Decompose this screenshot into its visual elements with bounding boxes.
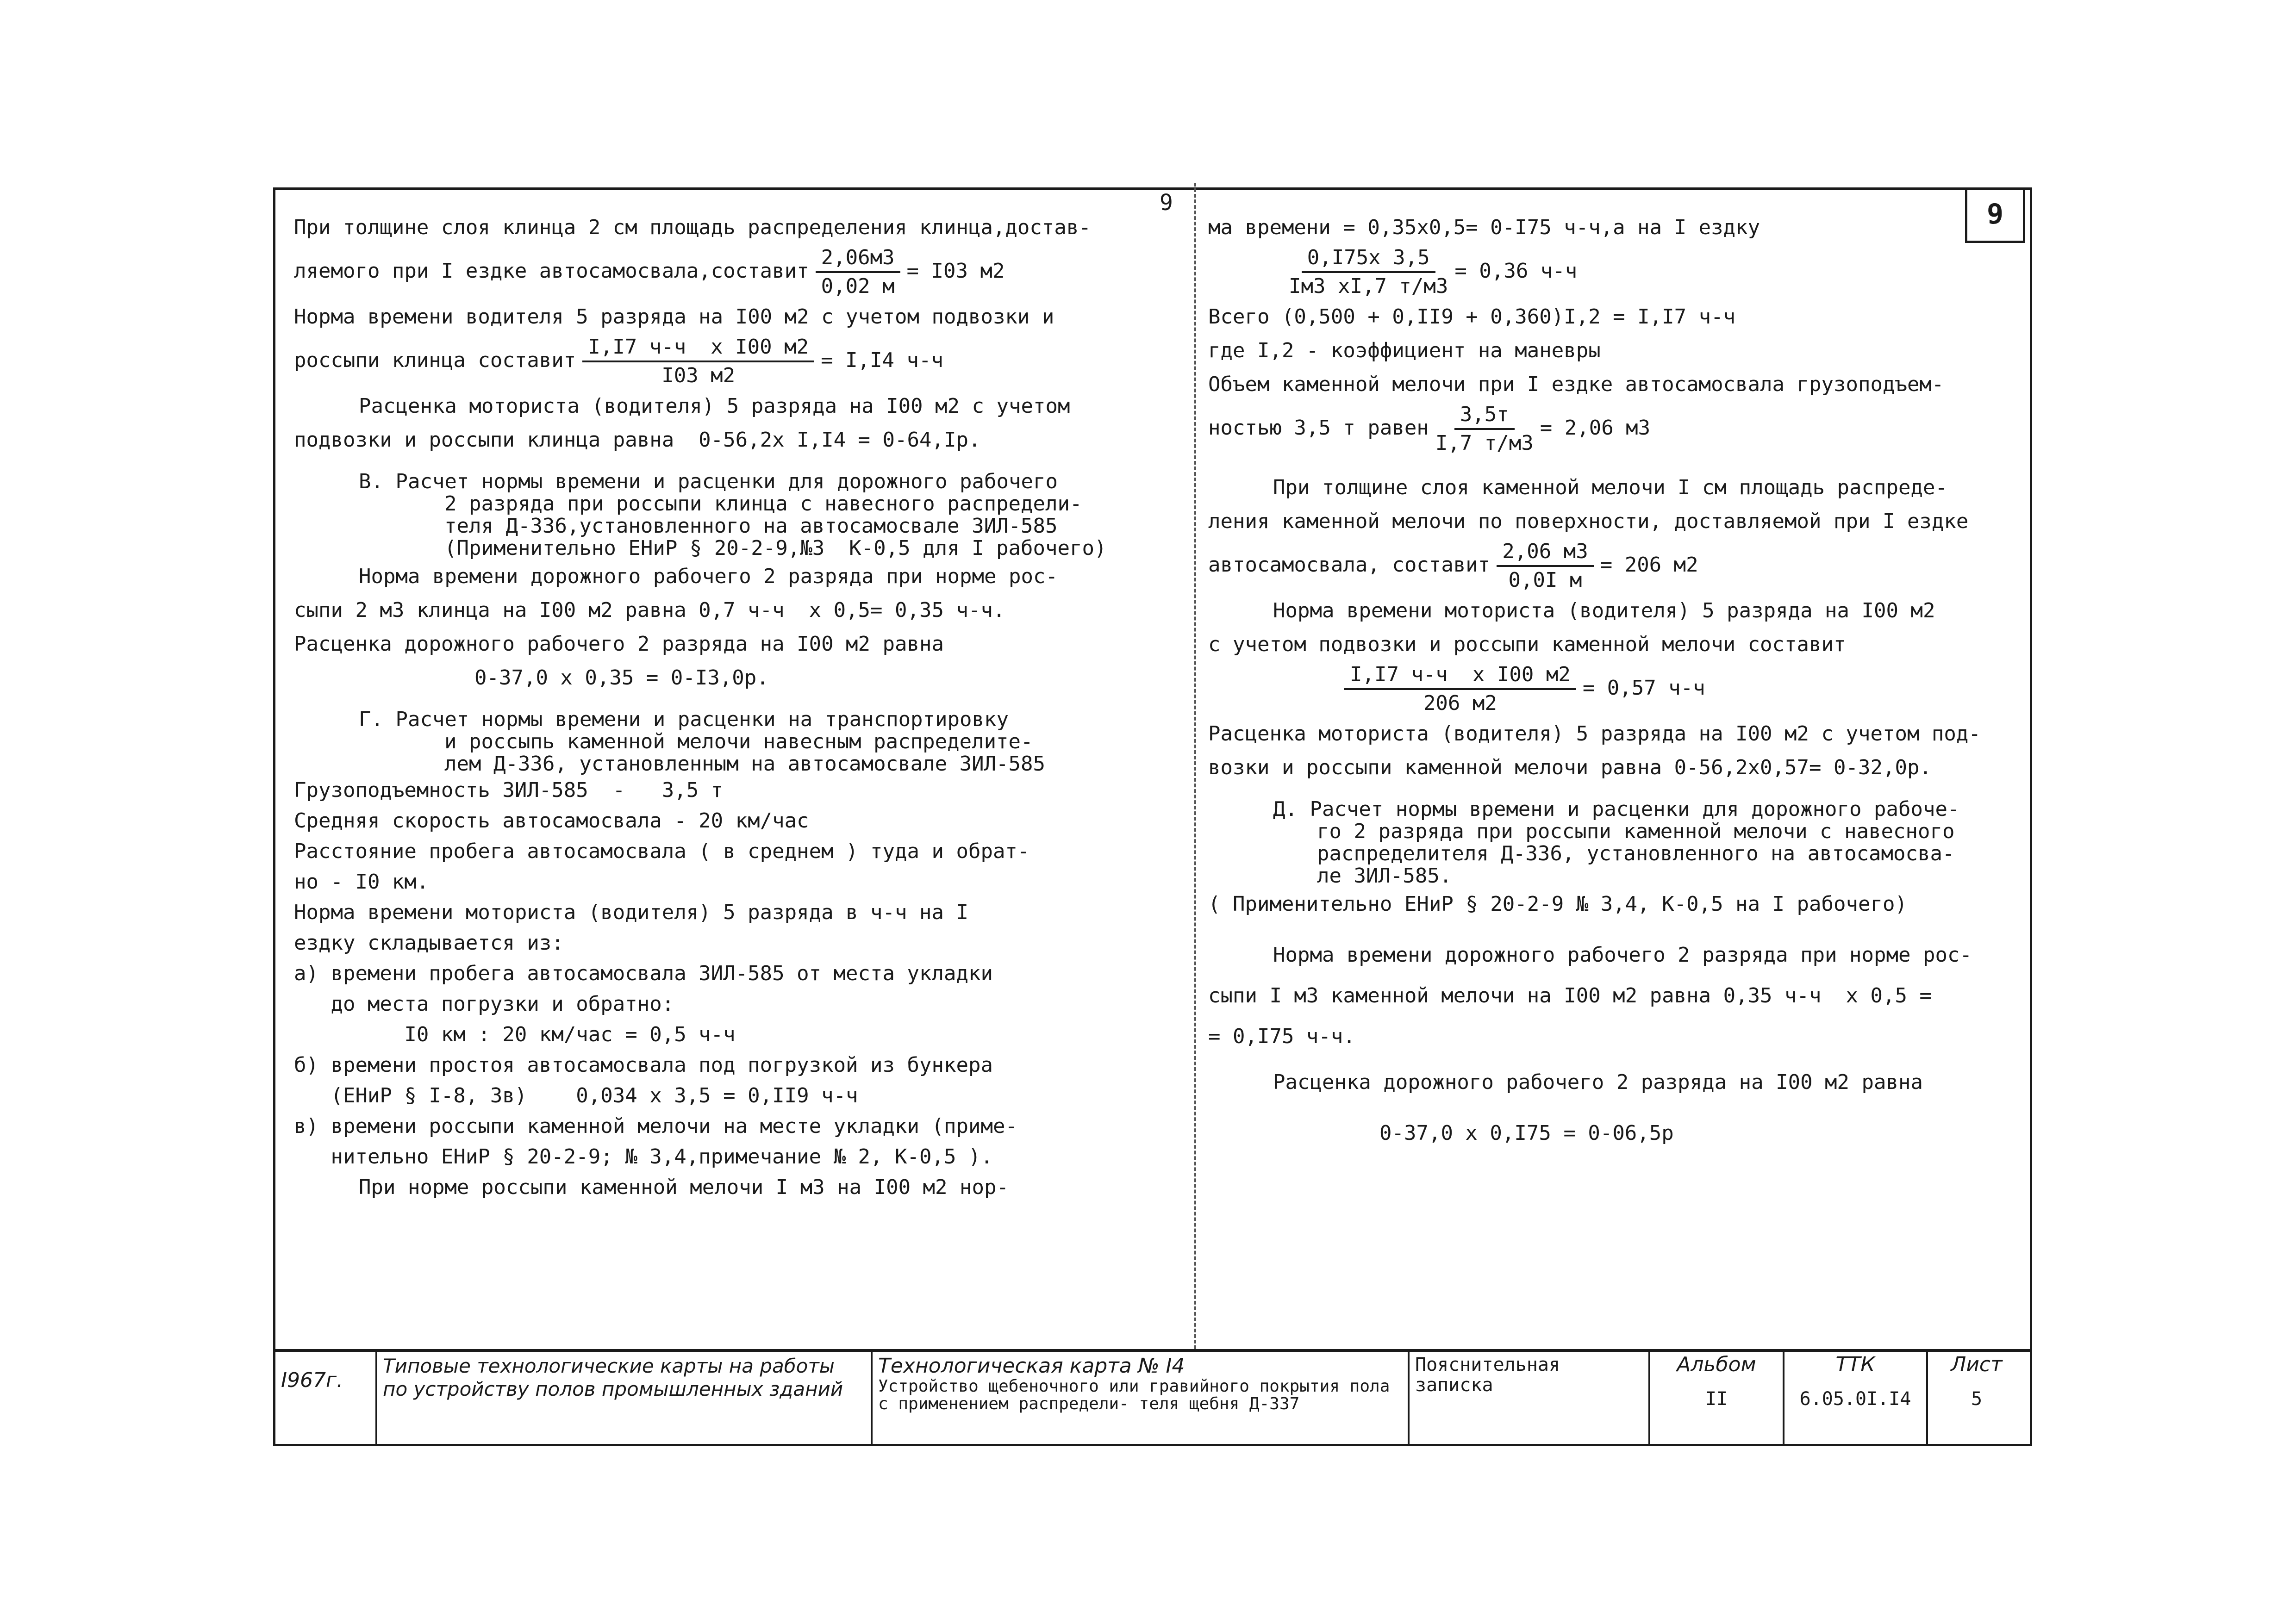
text-line: 0-37,0 х 0,I75 = 0-06,5р xyxy=(1379,1121,1674,1145)
stamp-ttk: ТТК 6.05.0I.I4 xyxy=(1784,1352,1928,1444)
text-line: Норма времени моториста (водителя) 5 разряда в ч-ч на I xyxy=(294,901,968,924)
left-column xyxy=(294,211,1173,1203)
text-line: Расценка дорожного рабочего 2 разряда на I00 м2 равна xyxy=(294,632,944,656)
text-line: Грузоподъемность ЗИЛ-585 - 3,5 т xyxy=(294,778,724,802)
section-heading-d: Д. Расчет нормы времени и расценки для дорожного рабоче- xyxy=(1273,797,1960,821)
text-line: подвозки и россыпи клинца равна 0-56,2х I,I4 = 0-64,Iр. xyxy=(294,428,981,452)
fraction: $\frac{2,06м3}{0,02 м}$ xyxy=(816,244,900,300)
text-line: сыпи 2 м3 клинца на I00 м2 равна 0,7 ч-ч х 0,5= 0,35 ч-ч. xyxy=(294,598,1005,622)
section-heading-d: го 2 разряда при россыпи каменной мелочи с навесного xyxy=(1317,820,1955,843)
text-line: Расценка моториста (водителя) 5 разряда на I00 м2 с учетом под- xyxy=(1208,722,1981,746)
text-line: но - I0 км. xyxy=(294,870,429,894)
text-line: ездку складывается из: xyxy=(294,931,564,955)
section-heading-v: теля Д-336,установленного на автосамосвале ЗИЛ-585 xyxy=(444,514,1058,538)
formula-line: ностью 3,5 т равен $\frac{3,5т}{I,7 т/м3}$ = 2,06 м3 xyxy=(1208,401,2023,457)
section-heading-d: распределителя Д-336, установленного на автосамосва- xyxy=(1317,842,1955,865)
stamp-doc-type: Пояснительная записка xyxy=(1410,1352,1650,1444)
text-line: Норма времени дорожного рабочего 2 разряда при норме рос- xyxy=(1273,943,1972,967)
list-item-b: (ЕНиР § I-8, 3в) 0,034 х 3,5 = 0,II9 ч-ч xyxy=(294,1084,858,1107)
section-heading-g: и россыпь каменной мелочи навесным распределите- xyxy=(444,730,1033,753)
section-heading-v: (Применительно ЕНиР § 20-2-9,№3 К-0,5 для I рабочего) xyxy=(444,536,1107,560)
text-line: Расстояние пробега автосамосвала ( в среднем ) туда и обрат- xyxy=(294,839,1030,863)
list-item-a: до места погрузки и обратно: xyxy=(294,992,674,1016)
stamp-year: I967г. xyxy=(275,1352,377,1444)
formula-line: ляемого при I ездке автосамосвала,составит $\frac{2,06м3}{0,02 м}$ = I03 м2 xyxy=(294,244,1173,300)
section-heading-v: 2 разряда при россыпи клинца с навесного распредели- xyxy=(444,492,1082,516)
section-heading-g: лем Д-336, установленным на автосамосвале ЗИЛ-585 xyxy=(444,752,1046,776)
list-item-c: в) времени россыпи каменной мелочи на месте укладки (приме- xyxy=(294,1114,1017,1138)
text-line: Расценка моториста (водителя) 5 разряда на I00 м2 с учетом xyxy=(359,394,1070,418)
list-item-c: нительно ЕНиР § 20-2-9; № 3,4,примечание № 2, К-0,5 ). xyxy=(294,1145,993,1169)
text-line: где I,2 - коэффициент на маневры xyxy=(1208,339,1601,362)
text-line: = 0,I75 ч-ч. xyxy=(1208,1025,1355,1048)
text-line: Норма времени моториста (водителя) 5 разряда на I00 м2 xyxy=(1273,599,1935,622)
stamp-card: Технологическая карта № I4 Устройство щебеночного или гравийного покрытия пола с применением распредели- теля щебня Д-337 xyxy=(873,1352,1410,1444)
fraction: $\frac{2,06 м3}{\text{0,0I м}}$ xyxy=(1497,538,1593,594)
text-line: Норма времени дорожного рабочего 2 разряда при норме рос- xyxy=(359,565,1058,588)
formula-line: автосамосвала, составит $\frac{2,06 м3}{\text{0,0I м}}$ = 206 м2 xyxy=(1208,538,2023,594)
text-line: сыпи I м3 каменной мелочи на I00 м2 равна 0,35 ч-ч х 0,5 = xyxy=(1208,984,1932,1007)
text-line: При толщине слоя каменной мелочи I см площадь распреде- xyxy=(1273,476,1947,499)
formula-line: россыпи клинца составит $\frac{\text{I,I7 ч-ч х I00 м2}}{I03 м2}$ = I,I4 ч-ч xyxy=(294,334,1173,389)
fraction: $\frac{0,I75х 3,5}{Iм3 хI,7 т/м3}$ xyxy=(1289,244,1448,300)
text-line: возки и россыпи каменной мелочи равна 0-56,2х0,57= 0-32,0р. xyxy=(1208,756,1932,779)
text-line: 0-37,0 х 0,35 = 0-I3,0р. xyxy=(474,666,769,690)
list-item-a: I0 км : 20 км/час = 0,5 ч-ч xyxy=(294,1023,736,1046)
sheet-mark: 9 xyxy=(1965,187,2025,243)
fraction: $\frac{3,5т}{I,7 т/м3}$ xyxy=(1435,401,1534,457)
column-divider xyxy=(1194,183,1196,1349)
text-line: ( Применительно ЕНиР § 20-2-9 № 3,4, К-0,5 на I рабочего) xyxy=(1208,892,1907,916)
stamp-sheet: Лист 5 xyxy=(1951,1353,2003,1410)
right-column xyxy=(1208,211,2023,1159)
text-line: Расценка дорожного рабочего 2 разряда на I00 м2 равна xyxy=(1273,1070,1923,1094)
text-line: с учетом подвозки и россыпи каменной мелочи составит xyxy=(1208,633,1846,656)
text-line: ма времени = 0,35х0,5= 0-I75 ч-ч,а на I ездку xyxy=(1208,216,1760,239)
text-line: Норма времени водителя 5 разряда на I00 м2 с учетом подвозки и xyxy=(294,305,1054,329)
fraction: $\frac{\text{I,I7 ч-ч х I00 м2}}{I03 м2}$ xyxy=(582,334,814,389)
title-block xyxy=(275,1349,2030,1444)
page-number-top: 9 xyxy=(1160,190,1173,216)
text-line: При норме россыпи каменной мелочи I м3 на I00 м2 нор- xyxy=(359,1175,1009,1199)
section-heading-v: В. Расчет нормы времени и расценки для дорожного рабочего xyxy=(359,470,1058,493)
fraction: $\frac{\text{I,I7 ч-ч х I00 м2}}{206 м2}$ xyxy=(1344,661,1576,717)
stamp-album: Альбом II xyxy=(1650,1352,1784,1444)
list-item-b: б) времени простоя автосамосвала под погрузкой из бункера xyxy=(294,1053,993,1077)
text-line: Объем каменной мелочи при I ездке автосамосвала грузоподъем- xyxy=(1208,373,1944,396)
list-item-a: а) времени пробега автосамосвала ЗИЛ-585 от места укладки xyxy=(294,962,993,985)
section-heading-g: Г. Расчет нормы времени и расценки на транспортировку xyxy=(359,708,1009,731)
section-heading-d: ле ЗИЛ-585. xyxy=(1317,864,1452,888)
text-line: ления каменной мелочи по поверхности, доставляемой при I ездке xyxy=(1208,510,1969,533)
text-line: При толщине слоя клинца 2 см площадь распределения клинца,достав- xyxy=(294,216,1091,239)
text-line: Всего (0,500 + 0,II9 + 0,360)I,2 = I,I7 ч-ч xyxy=(1208,305,1736,329)
formula-line: $\frac{\text{I,I7 ч-ч х I00 м2}}{206 м2}$ = 0,57 ч-ч xyxy=(1208,661,2023,717)
text-line: Средняя скорость автосамосвала - 20 км/час xyxy=(294,809,809,833)
formula-line: $\frac{0,I75х 3,5}{Iм3 хI,7 т/м3}$ = 0,36 ч-ч xyxy=(1208,244,2023,300)
stamp-series: Типовые технологические карты на работы по устройству полов промышленных зданий xyxy=(377,1352,873,1444)
